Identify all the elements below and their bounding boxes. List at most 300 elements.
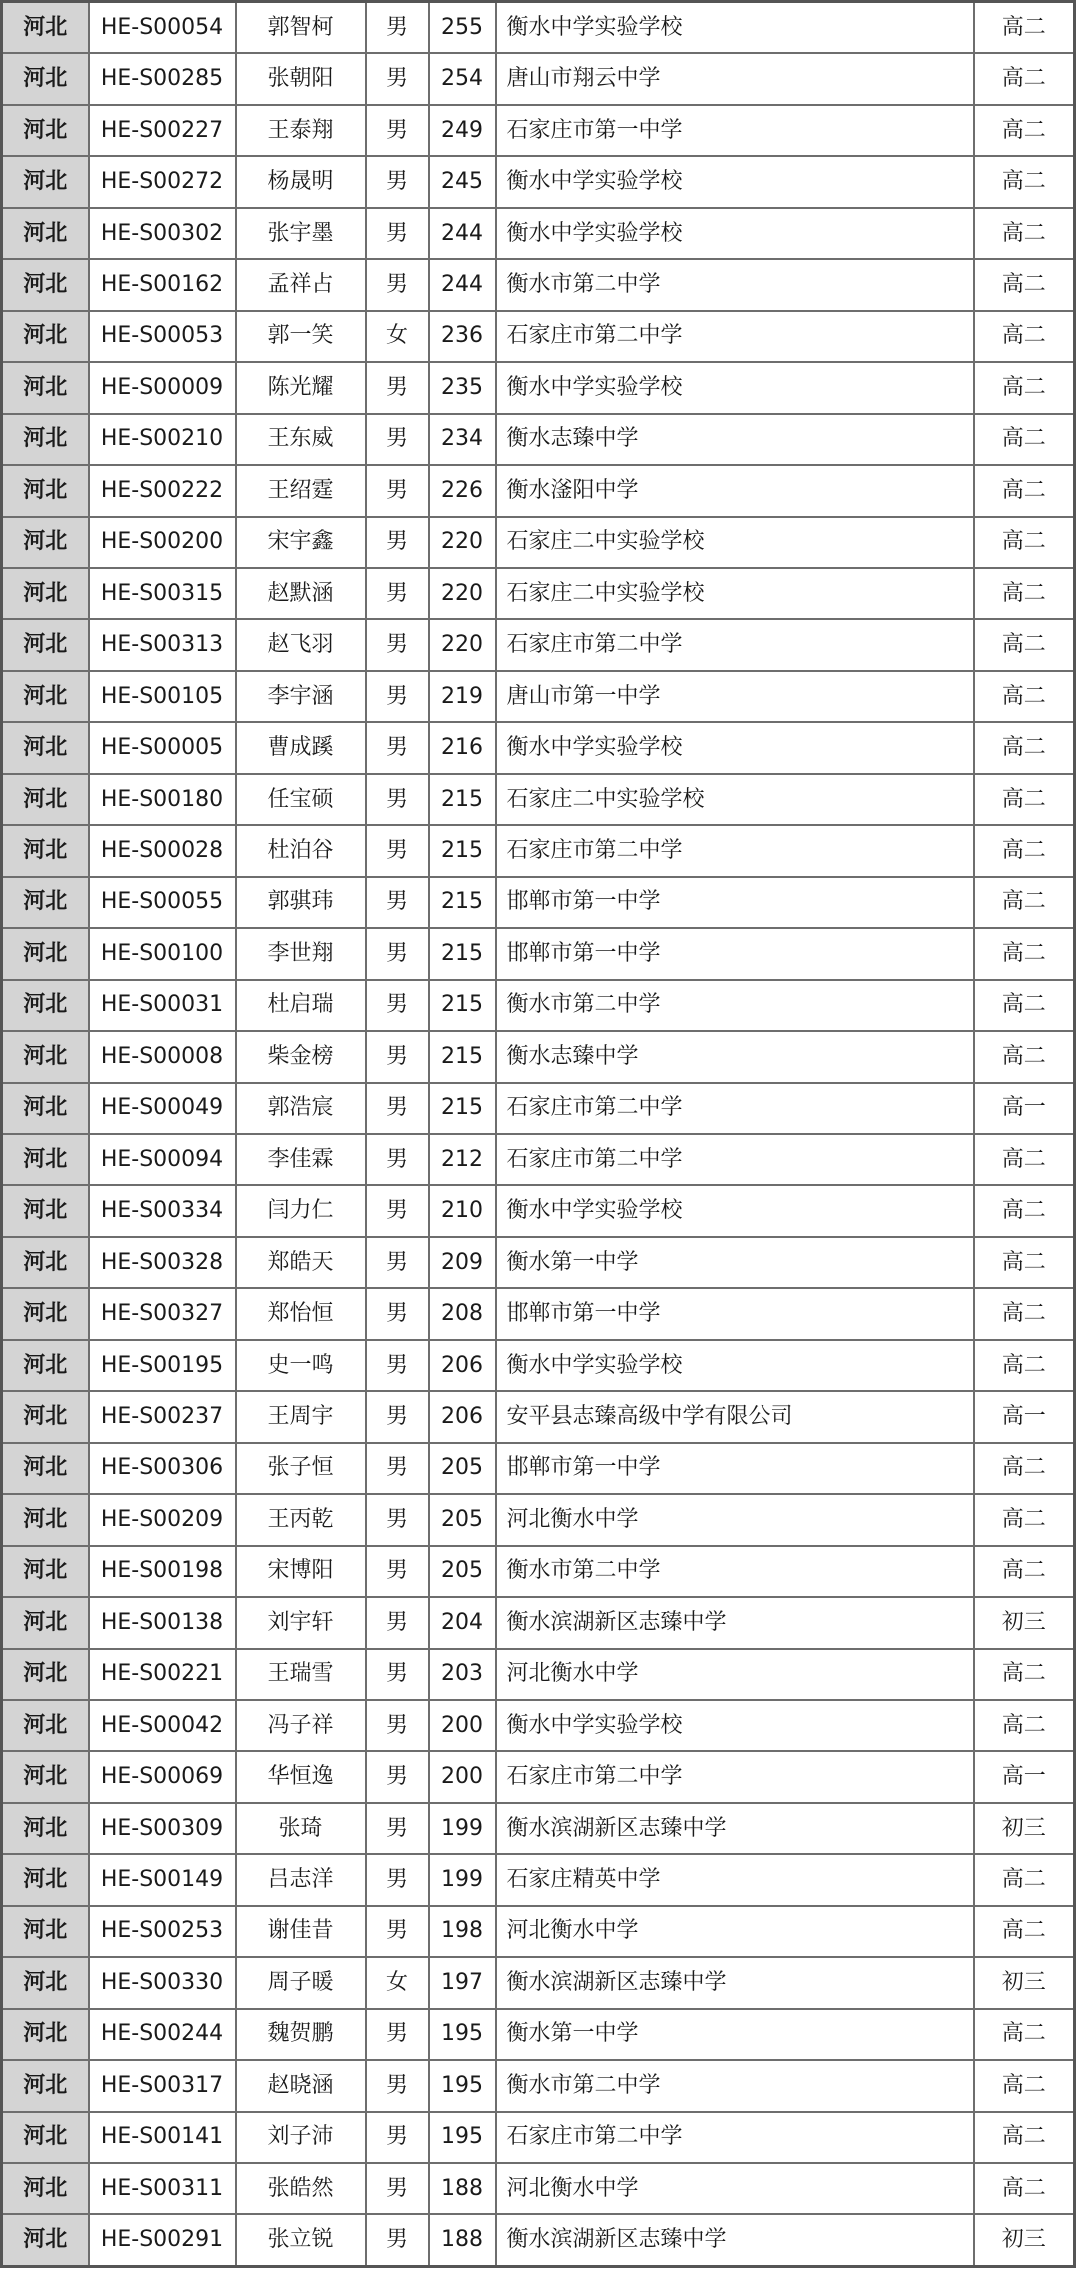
student-name-cell: 郑怡恒: [236, 1288, 366, 1339]
province-cell: 河北: [2, 722, 89, 773]
score-cell: 206: [429, 1340, 496, 1391]
student-name-cell: 陈光耀: [236, 362, 366, 413]
school-cell: 河北衡水中学: [496, 1494, 974, 1545]
table-row: [2, 1031, 1075, 1082]
grade-cell: 高二: [974, 156, 1075, 207]
table-row: [2, 825, 1075, 876]
student-id-cell: HE-S00200: [89, 517, 236, 568]
student-id-cell: HE-S00028: [89, 825, 236, 876]
table-row: [2, 877, 1075, 928]
student-name-cell: 任宝硕: [236, 774, 366, 825]
province-cell: 河北: [2, 1237, 89, 1288]
score-cell: 195: [429, 2009, 496, 2060]
score-cell: 216: [429, 722, 496, 773]
grade-cell: 初三: [974, 2214, 1075, 2266]
score-cell: 205: [429, 1546, 496, 1597]
grade-cell: 高二: [974, 1854, 1075, 1905]
student-id-cell: HE-S00180: [89, 774, 236, 825]
gender-cell: 男: [366, 1906, 429, 1957]
province-cell: 河北: [2, 2, 89, 54]
table-row: [2, 465, 1075, 516]
school-cell: 衡水滨湖新区志臻中学: [496, 1957, 974, 2008]
school-cell: 石家庄二中实验学校: [496, 568, 974, 619]
province-cell: 河北: [2, 53, 89, 104]
province-cell: 河北: [2, 774, 89, 825]
school-cell: 衡水中学实验学校: [496, 1700, 974, 1751]
student-id-cell: HE-S00069: [89, 1751, 236, 1802]
score-cell: 195: [429, 2060, 496, 2111]
table-row: [2, 1134, 1075, 1185]
student-id-cell: HE-S00309: [89, 1803, 236, 1854]
grade-cell: 高二: [974, 208, 1075, 259]
student-name-cell: 郭骐玮: [236, 877, 366, 928]
school-cell: 邯郸市第一中学: [496, 1288, 974, 1339]
province-cell: 河北: [2, 2060, 89, 2111]
school-cell: 河北衡水中学: [496, 1906, 974, 1957]
gender-cell: 男: [366, 1031, 429, 1082]
school-cell: 石家庄市第二中学: [496, 1083, 974, 1134]
grade-cell: 高二: [974, 2009, 1075, 2060]
school-cell: 石家庄二中实验学校: [496, 774, 974, 825]
school-cell: 邯郸市第一中学: [496, 928, 974, 979]
student-name-cell: 张宇墨: [236, 208, 366, 259]
student-id-cell: HE-S00327: [89, 1288, 236, 1339]
province-cell: 河北: [2, 1083, 89, 1134]
school-cell: 石家庄市第一中学: [496, 105, 974, 156]
student-id-cell: HE-S00302: [89, 208, 236, 259]
student-name-cell: 曹成蹊: [236, 722, 366, 773]
score-cell: 215: [429, 1083, 496, 1134]
grade-cell: 高二: [974, 1649, 1075, 1700]
score-cell: 188: [429, 2163, 496, 2214]
student-name-cell: 刘宇轩: [236, 1597, 366, 1648]
student-id-cell: HE-S00272: [89, 156, 236, 207]
grade-cell: 高二: [974, 671, 1075, 722]
gender-cell: 男: [366, 1546, 429, 1597]
school-cell: 衡水市第二中学: [496, 1546, 974, 1597]
student-name-cell: 冯子祥: [236, 1700, 366, 1751]
province-cell: 河北: [2, 1031, 89, 1082]
school-cell: 衡水市第二中学: [496, 980, 974, 1031]
student-id-cell: HE-S00328: [89, 1237, 236, 1288]
gender-cell: 男: [366, 671, 429, 722]
student-id-cell: HE-S00210: [89, 414, 236, 465]
gender-cell: 男: [366, 1494, 429, 1545]
gender-cell: 男: [366, 2009, 429, 2060]
table-row: [2, 1237, 1075, 1288]
province-cell: 河北: [2, 1957, 89, 2008]
gender-cell: 男: [366, 1751, 429, 1802]
gender-cell: 男: [366, 568, 429, 619]
table-row: [2, 311, 1075, 362]
grade-cell: 高二: [974, 980, 1075, 1031]
student-name-cell: 赵飞羽: [236, 619, 366, 670]
student-name-cell: 刘子沛: [236, 2112, 366, 2163]
table-row: [2, 53, 1075, 104]
table-row: [2, 928, 1075, 979]
gender-cell: 男: [366, 259, 429, 310]
student-name-cell: 杜启瑞: [236, 980, 366, 1031]
school-cell: 衡水第一中学: [496, 2009, 974, 2060]
score-cell: 195: [429, 2112, 496, 2163]
grade-cell: 高二: [974, 1340, 1075, 1391]
student-name-cell: 吕志洋: [236, 1854, 366, 1905]
student-name-cell: 郑皓天: [236, 1237, 366, 1288]
school-cell: 安平县志臻高级中学有限公司: [496, 1391, 974, 1442]
grade-cell: 高二: [974, 1031, 1075, 1082]
table-row: [2, 1751, 1075, 1802]
gender-cell: 男: [366, 517, 429, 568]
student-id-cell: HE-S00244: [89, 2009, 236, 2060]
province-cell: 河北: [2, 2009, 89, 2060]
score-cell: 199: [429, 1854, 496, 1905]
gender-cell: 男: [366, 1649, 429, 1700]
student-name-cell: 郭一笑: [236, 311, 366, 362]
province-cell: 河北: [2, 156, 89, 207]
school-cell: 衡水滏阳中学: [496, 465, 974, 516]
table-row: [2, 105, 1075, 156]
grade-cell: 高二: [974, 1185, 1075, 1236]
table-row: [2, 414, 1075, 465]
score-cell: 215: [429, 877, 496, 928]
province-cell: 河北: [2, 414, 89, 465]
student-name-cell: 史一鸣: [236, 1340, 366, 1391]
school-cell: 衡水中学实验学校: [496, 1185, 974, 1236]
student-id-cell: HE-S00198: [89, 1546, 236, 1597]
student-name-cell: 郭浩宸: [236, 1083, 366, 1134]
student-name-cell: 李佳霖: [236, 1134, 366, 1185]
school-cell: 衡水中学实验学校: [496, 208, 974, 259]
score-cell: 215: [429, 1031, 496, 1082]
school-cell: 衡水中学实验学校: [496, 1340, 974, 1391]
student-id-cell: HE-S00094: [89, 1134, 236, 1185]
table-row: [2, 774, 1075, 825]
table-row: [2, 2112, 1075, 2163]
province-cell: 河北: [2, 928, 89, 979]
score-cell: 188: [429, 2214, 496, 2266]
gender-cell: 男: [366, 1700, 429, 1751]
score-cell: 254: [429, 53, 496, 104]
table-row: [2, 980, 1075, 1031]
grade-cell: 高二: [974, 105, 1075, 156]
student-name-cell: 王丙乾: [236, 1494, 366, 1545]
student-id-cell: HE-S00306: [89, 1443, 236, 1494]
grade-cell: 高二: [974, 362, 1075, 413]
student-id-cell: HE-S00055: [89, 877, 236, 928]
table-row: [2, 1546, 1075, 1597]
province-cell: 河北: [2, 1494, 89, 1545]
gender-cell: 男: [366, 928, 429, 979]
school-cell: 石家庄市第二中学: [496, 311, 974, 362]
student-id-cell: HE-S00227: [89, 105, 236, 156]
school-cell: 石家庄市第二中学: [496, 619, 974, 670]
grade-cell: 高二: [974, 877, 1075, 928]
province-cell: 河北: [2, 311, 89, 362]
grade-cell: 高二: [974, 1494, 1075, 1545]
gender-cell: 男: [366, 2, 429, 54]
province-cell: 河北: [2, 1649, 89, 1700]
score-cell: 235: [429, 362, 496, 413]
school-cell: 衡水滨湖新区志臻中学: [496, 2214, 974, 2266]
province-cell: 河北: [2, 517, 89, 568]
table-row: [2, 2, 1075, 54]
table-row: [2, 1494, 1075, 1545]
student-id-cell: HE-S00334: [89, 1185, 236, 1236]
table-row: [2, 1906, 1075, 1957]
grade-cell: 高二: [974, 1700, 1075, 1751]
school-cell: 河北衡水中学: [496, 1649, 974, 1700]
gender-cell: 男: [366, 1185, 429, 1236]
table-row: [2, 671, 1075, 722]
province-cell: 河北: [2, 105, 89, 156]
score-cell: 208: [429, 1288, 496, 1339]
grade-cell: 高二: [974, 2, 1075, 54]
province-cell: 河北: [2, 1803, 89, 1854]
table-row: [2, 1391, 1075, 1442]
student-id-cell: HE-S00149: [89, 1854, 236, 1905]
score-cell: 206: [429, 1391, 496, 1442]
school-cell: 河北衡水中学: [496, 2163, 974, 2214]
student-name-cell: 谢佳昔: [236, 1906, 366, 1957]
student-id-cell: HE-S00291: [89, 2214, 236, 2266]
gender-cell: 男: [366, 1443, 429, 1494]
province-cell: 河北: [2, 980, 89, 1031]
table-row: [2, 208, 1075, 259]
school-cell: 衡水滨湖新区志臻中学: [496, 1803, 974, 1854]
student-id-cell: HE-S00237: [89, 1391, 236, 1442]
results-table-body: [2, 2, 1075, 2267]
gender-cell: 男: [366, 619, 429, 670]
school-cell: 石家庄市第二中学: [496, 825, 974, 876]
province-cell: 河北: [2, 1597, 89, 1648]
score-cell: 215: [429, 774, 496, 825]
table-row: [2, 1957, 1075, 2008]
table-row: [2, 1443, 1075, 1494]
grade-cell: 高二: [974, 568, 1075, 619]
gender-cell: 男: [366, 2214, 429, 2266]
grade-cell: 高二: [974, 2060, 1075, 2111]
score-cell: 212: [429, 1134, 496, 1185]
grade-cell: 初三: [974, 1957, 1075, 2008]
student-id-cell: HE-S00042: [89, 1700, 236, 1751]
school-cell: 石家庄二中实验学校: [496, 517, 974, 568]
province-cell: 河北: [2, 208, 89, 259]
student-id-cell: HE-S00311: [89, 2163, 236, 2214]
school-cell: 衡水中学实验学校: [496, 2, 974, 54]
student-id-cell: HE-S00105: [89, 671, 236, 722]
province-cell: 河北: [2, 825, 89, 876]
student-id-cell: HE-S00162: [89, 259, 236, 310]
student-name-cell: 孟祥占: [236, 259, 366, 310]
province-cell: 河北: [2, 1751, 89, 1802]
province-cell: 河北: [2, 259, 89, 310]
province-cell: 河北: [2, 1391, 89, 1442]
gender-cell: 男: [366, 1340, 429, 1391]
student-name-cell: 魏贺鹏: [236, 2009, 366, 2060]
score-cell: 249: [429, 105, 496, 156]
score-cell: 220: [429, 517, 496, 568]
student-id-cell: HE-S00285: [89, 53, 236, 104]
grade-cell: 高二: [974, 1134, 1075, 1185]
grade-cell: 初三: [974, 1597, 1075, 1648]
province-cell: 河北: [2, 2214, 89, 2266]
student-id-cell: HE-S00209: [89, 1494, 236, 1545]
province-cell: 河北: [2, 877, 89, 928]
gender-cell: 男: [366, 1083, 429, 1134]
grade-cell: 高二: [974, 1443, 1075, 1494]
student-name-cell: 王周宇: [236, 1391, 366, 1442]
grade-cell: 高二: [974, 2112, 1075, 2163]
gender-cell: 男: [366, 1854, 429, 1905]
score-cell: 199: [429, 1803, 496, 1854]
grade-cell: 高二: [974, 1906, 1075, 1957]
score-cell: 197: [429, 1957, 496, 2008]
grade-cell: 初三: [974, 1803, 1075, 1854]
student-id-cell: HE-S00100: [89, 928, 236, 979]
student-id-cell: HE-S00195: [89, 1340, 236, 1391]
table-row: [2, 1700, 1075, 1751]
table-row: [2, 1185, 1075, 1236]
gender-cell: 女: [366, 311, 429, 362]
school-cell: 衡水志臻中学: [496, 1031, 974, 1082]
school-cell: 唐山市第一中学: [496, 671, 974, 722]
student-name-cell: 宋博阳: [236, 1546, 366, 1597]
student-name-cell: 柴金榜: [236, 1031, 366, 1082]
student-id-cell: HE-S00054: [89, 2, 236, 54]
gender-cell: 男: [366, 105, 429, 156]
table-row: [2, 362, 1075, 413]
school-cell: 石家庄市第二中学: [496, 2112, 974, 2163]
student-name-cell: 张朝阳: [236, 53, 366, 104]
gender-cell: 男: [366, 774, 429, 825]
table-row: [2, 1288, 1075, 1339]
province-cell: 河北: [2, 2163, 89, 2214]
student-name-cell: 郭智柯: [236, 2, 366, 54]
grade-cell: 高二: [974, 825, 1075, 876]
province-cell: 河北: [2, 1134, 89, 1185]
student-name-cell: 张子恒: [236, 1443, 366, 1494]
student-id-cell: HE-S00138: [89, 1597, 236, 1648]
province-cell: 河北: [2, 619, 89, 670]
table-row: [2, 1649, 1075, 1700]
table-row: [2, 1854, 1075, 1905]
score-cell: 244: [429, 259, 496, 310]
gender-cell: 男: [366, 1391, 429, 1442]
grade-cell: 高二: [974, 928, 1075, 979]
province-cell: 河北: [2, 1443, 89, 1494]
score-cell: 220: [429, 568, 496, 619]
gender-cell: 男: [366, 877, 429, 928]
student-name-cell: 李世翔: [236, 928, 366, 979]
score-cell: 205: [429, 1443, 496, 1494]
province-cell: 河北: [2, 1546, 89, 1597]
province-cell: 河北: [2, 1906, 89, 1957]
school-cell: 唐山市翔云中学: [496, 53, 974, 104]
score-cell: 215: [429, 928, 496, 979]
student-id-cell: HE-S00222: [89, 465, 236, 516]
student-name-cell: 闫力仁: [236, 1185, 366, 1236]
score-cell: 234: [429, 414, 496, 465]
table-row: [2, 2060, 1075, 2111]
school-cell: 衡水中学实验学校: [496, 722, 974, 773]
score-cell: 226: [429, 465, 496, 516]
gender-cell: 男: [366, 1803, 429, 1854]
gender-cell: 男: [366, 53, 429, 104]
gender-cell: 男: [366, 2060, 429, 2111]
gender-cell: 女: [366, 1957, 429, 2008]
score-cell: 219: [429, 671, 496, 722]
student-id-cell: HE-S00221: [89, 1649, 236, 1700]
score-cell: 200: [429, 1751, 496, 1802]
grade-cell: 高二: [974, 259, 1075, 310]
province-cell: 河北: [2, 1854, 89, 1905]
table-row: [2, 568, 1075, 619]
student-name-cell: 宋宇鑫: [236, 517, 366, 568]
score-cell: 220: [429, 619, 496, 670]
table-row: [2, 2163, 1075, 2214]
gender-cell: 男: [366, 156, 429, 207]
province-cell: 河北: [2, 1700, 89, 1751]
student-name-cell: 王东威: [236, 414, 366, 465]
student-name-cell: 赵晓涵: [236, 2060, 366, 2111]
grade-cell: 高二: [974, 1546, 1075, 1597]
student-name-cell: 杨晟明: [236, 156, 366, 207]
table-row: [2, 2214, 1075, 2266]
province-cell: 河北: [2, 362, 89, 413]
gender-cell: 男: [366, 2112, 429, 2163]
grade-cell: 高一: [974, 1751, 1075, 1802]
grade-cell: 高二: [974, 1237, 1075, 1288]
score-cell: 198: [429, 1906, 496, 1957]
province-cell: 河北: [2, 1288, 89, 1339]
school-cell: 邯郸市第一中学: [496, 1443, 974, 1494]
table-row: [2, 156, 1075, 207]
gender-cell: 男: [366, 1597, 429, 1648]
province-cell: 河北: [2, 568, 89, 619]
student-id-cell: HE-S00317: [89, 2060, 236, 2111]
grade-cell: 高二: [974, 619, 1075, 670]
student-id-cell: HE-S00031: [89, 980, 236, 1031]
school-cell: 邯郸市第一中学: [496, 877, 974, 928]
province-cell: 河北: [2, 2112, 89, 2163]
score-cell: 209: [429, 1237, 496, 1288]
grade-cell: 高一: [974, 1083, 1075, 1134]
gender-cell: 男: [366, 414, 429, 465]
school-cell: 衡水中学实验学校: [496, 362, 974, 413]
province-cell: 河北: [2, 465, 89, 516]
student-id-cell: HE-S00330: [89, 1957, 236, 2008]
score-cell: 244: [429, 208, 496, 259]
score-cell: 215: [429, 825, 496, 876]
student-id-cell: HE-S00005: [89, 722, 236, 773]
grade-cell: 高二: [974, 465, 1075, 516]
gender-cell: 男: [366, 1237, 429, 1288]
student-id-cell: HE-S00313: [89, 619, 236, 670]
student-id-cell: HE-S00008: [89, 1031, 236, 1082]
school-cell: 衡水志臻中学: [496, 414, 974, 465]
gender-cell: 男: [366, 465, 429, 516]
student-name-cell: 王瑞雪: [236, 1649, 366, 1700]
student-name-cell: 华恒逸: [236, 1751, 366, 1802]
gender-cell: 男: [366, 1134, 429, 1185]
gender-cell: 男: [366, 825, 429, 876]
grade-cell: 高二: [974, 2163, 1075, 2214]
score-cell: 236: [429, 311, 496, 362]
student-name-cell: 王绍霆: [236, 465, 366, 516]
student-name-cell: 赵默涵: [236, 568, 366, 619]
table-row: [2, 619, 1075, 670]
school-cell: 衡水滨湖新区志臻中学: [496, 1597, 974, 1648]
